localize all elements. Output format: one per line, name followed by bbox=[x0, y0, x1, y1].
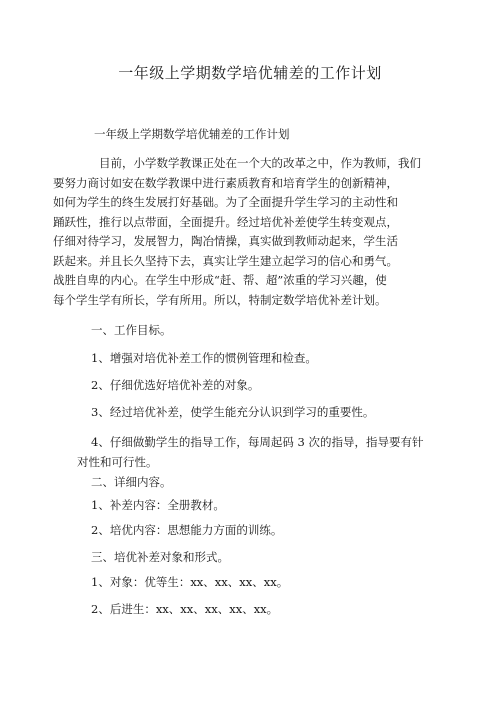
intro-line: 跃起来。并且长久坚持下去，真实让学生建立起学习的信心和勇气。 bbox=[53, 253, 398, 268]
intro-line: 仔细对待学习，发展智力，陶冶情操，真实做到教师动起来，学生活 bbox=[53, 234, 398, 248]
intro-paragraph bbox=[53, 154, 426, 310]
goal-item-3: 3、经过培优补差，使学生能充分认识到学习的重要性。 bbox=[91, 405, 375, 419]
target-item-2: 2、后进生：xx、xx、xx、xx、xx。 bbox=[91, 602, 279, 616]
document-title: 一年级上学期数学培优辅差的工作计划 bbox=[118, 64, 382, 82]
goal-item-4-line-1: 4、仔细做勤学生的指导工作，每周起码 3 次的指导，指导要有针 bbox=[91, 435, 424, 449]
intro-line: 要努力商讨如安在数学教课中进行素质教育和培育学生的创新精神， bbox=[53, 175, 398, 190]
intro-line: 踊跃性，推行以点带面，全面提升。经过培优补差使学生转变观点， bbox=[53, 214, 398, 229]
document-subtitle: 一年级上学期数学培优辅差的工作计划 bbox=[94, 127, 290, 141]
intro-line: 如何为学生的终生发展打好基础。为了全面提升学生学习的主动性和 bbox=[53, 195, 398, 209]
goal-item-4-line-2: 对性和可行性。 bbox=[77, 455, 158, 469]
section-heading-content: 二、详细内容。 bbox=[91, 475, 172, 489]
goal-item-2: 2、仔细优选好培优补差的对象。 bbox=[91, 378, 260, 392]
content-item-2: 2、培优内容：思想能力方面的训练。 bbox=[91, 523, 283, 537]
section-heading-targets: 三、培优补差对象和形式。 bbox=[91, 550, 229, 564]
content-item-1: 1、补差内容：全册教材。 bbox=[91, 498, 225, 512]
goal-item-1: 1、增强对培优补差工作的惯例管理和检查。 bbox=[91, 351, 317, 365]
intro-line: 每个学生学有所长，学有所用。所以，特制定数学培优补差计划。 bbox=[53, 292, 387, 307]
intro-line: 战胜自卑的内心。在学生中形成“赶、帮、超”浓重的学习兴趣，使 bbox=[53, 273, 387, 287]
section-heading-goals: 一、工作目标。 bbox=[91, 323, 172, 337]
intro-line: 目前，小学数学教课正处在一个大的改革之中，作为教师，我们 bbox=[99, 156, 421, 170]
goal-item-4 bbox=[77, 432, 424, 472]
target-item-1: 1、对象：优等生：xx、xx、xx、xx。 bbox=[91, 575, 289, 589]
